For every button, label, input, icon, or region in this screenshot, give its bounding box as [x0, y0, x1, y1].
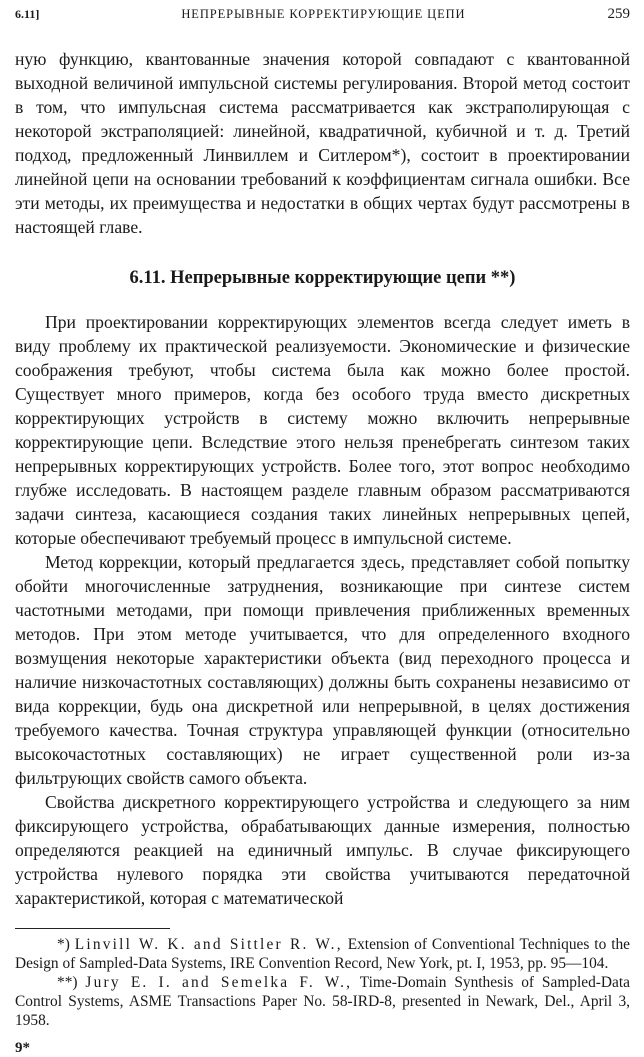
footnote-rule [15, 928, 170, 929]
paragraph-3: Свойства дискретного корректирующего устройства и следующего за ним фиксирующего устройства, обрабатывающих данные измерения, полностью определяются реакцией на единичный импульс. В случае фиксирующего устройства нулевого порядка эти свойства учитываются передаточной характеристикой, которая с математической [15, 792, 630, 908]
section-heading: 6.11. Непрерывные корректирующие цепи **) [129, 268, 516, 288]
page-number: 259 [607, 6, 630, 22]
running-head [15, 6, 630, 28]
footnote-1-text: Extension of Conventional Techniques to the Design of Sampled-Data Systems, IRE Convention Record, New York, pt. I, 1953, pp. 95—104. [15, 936, 631, 972]
footnote-1-marker: *) [57, 936, 70, 953]
footnote-2-marker: **) [57, 974, 78, 991]
paragraph-1: При проектировании корректирующих элементов всегда следует иметь в виду проблему их практической реализуемости. Экономические и физические соображения требуют, чтобы система была как можно более простой. Существует много примеров, когда без особого труда вместо дискретных корректирующих устройств в систему можно включить непрерывные корректирующие цепи. Вследствие этого нельзя пренебрегать синтезом таких непрерывных корректирующих устройств. Более того, этот вопрос необходимо глубже исследовать. В настоящем разделе главным образом рассматриваются задачи синтеза, касающиеся создания таких линейных непрерывных цепей, которые обеспечивают требуемый процесс в импульсной системе. [15, 312, 630, 548]
paragraph-2: Метод коррекции, который предлагается здесь, представляет собой попытку обойти многочисленные затруднения, возникающие при синтезе систем частотными методами, при помощи привлечения приближенных временных методов. При этом методе учитывается, что для определенного входного возмущения некоторые характеристики объекта (вид переходного процесса и наличие низкочастотных составляющих) должны быть сохранены независимо от вида коррекции, будь она дискретной или непрерывной, в целях достижения требуемого качества. Точная структура управляющей функции (относительно высокочастотных составляющих) не играет существенной роли из-за фильтрующих свойств самого объекта. [15, 552, 630, 788]
signature-mark: 9* [15, 1040, 30, 1056]
footnote-1 [15, 935, 630, 973]
intro-paragraph: ную функцию, квантованные значения которой совпадают с квантованной выходной величиной импульсной системы регулирования. Второй метод состоит в том, что импульсная система рассматривается как экстраполирующая с некоторой экстраполяцией: линейной, квадратичной, кубичной и т. д. Третий подход, предложенный Линвиллем и Ситлером*), состоит в проектировании линейной цепи на основании требований к коэффициентам сигнала ошибки. Все эти методы, их преимущества и недостатки в общих чертах будут рассмотрены в настоящей главе. [15, 49, 630, 237]
footnote-2-text: Time-Domain Synthesis of Sampled-Data Control Systems, ASME Transactions Paper No. 58-IRD-8, presented in Newark, Del., April 3, 1958. [15, 974, 630, 1029]
running-title: НЕПРЕРЫВНЫЕ КОРРЕКТИРУЮЩИЕ ЦЕПИ [181, 7, 466, 21]
footnote-2 [15, 973, 630, 1030]
section-number: 6.11] [15, 7, 40, 21]
footnote-1-authors: Linvill W. K. and Sittler R. W., [74, 936, 343, 953]
footnote-2-authors: Jury E. I. and Semelka F. W., [85, 974, 353, 991]
